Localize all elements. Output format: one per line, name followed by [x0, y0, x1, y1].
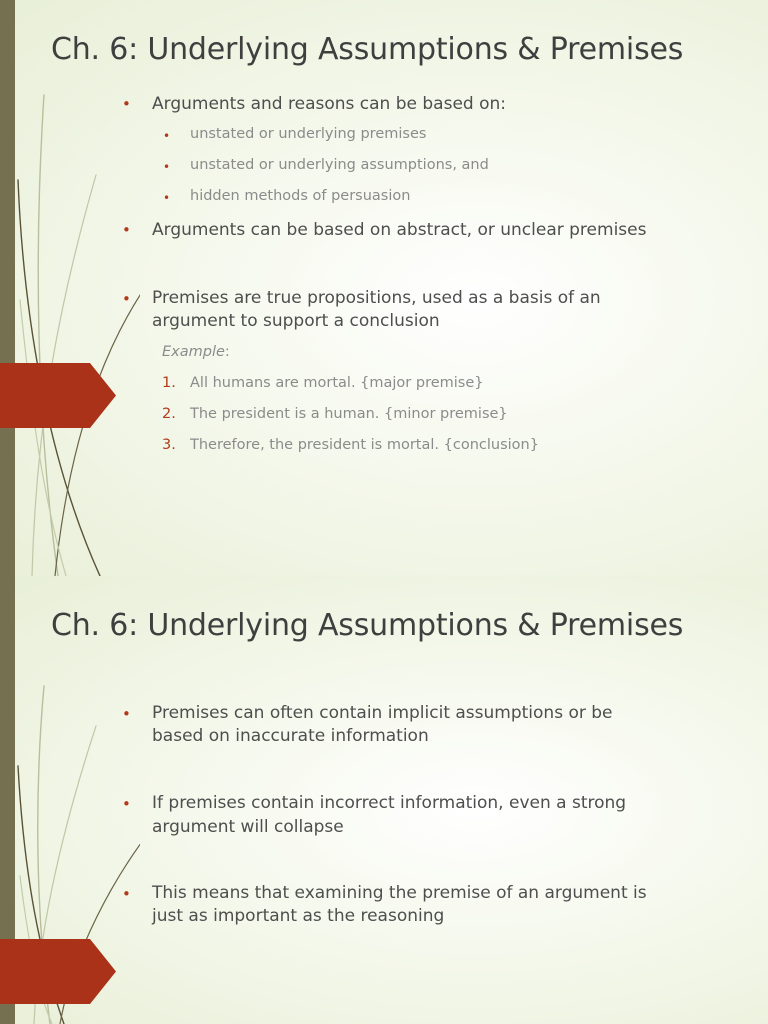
- bullet-text: Arguments can be based on abstract, or unclear premises: [152, 220, 647, 240]
- bullet-text-line: argument will collapse: [152, 817, 344, 837]
- slide-title: Ch. 6: Underlying Assumptions & Premises: [51, 608, 684, 643]
- bullet-marker: •: [122, 221, 131, 239]
- bullet-text-line: If premises contain incorrect information, even a strong: [152, 793, 627, 813]
- example-label-italic: Example: [162, 344, 225, 360]
- bullet-text-line: Premises can often contain implicit assumptions or be: [152, 703, 613, 723]
- left-accent-bar: [0, 0, 15, 576]
- bullet-text-line: argument to support a conclusion: [152, 311, 440, 331]
- sub-bullet-marker: •: [163, 160, 171, 174]
- bullet-text-line: based on inaccurate information: [152, 726, 429, 746]
- bullet-marker: •: [122, 885, 131, 903]
- example-label-colon: :: [224, 344, 230, 360]
- list-number: 2.: [162, 406, 176, 422]
- numbered-item-text: Therefore, the president is mortal. {conclusion}: [190, 437, 539, 453]
- arrow-tab-shape: [0, 363, 116, 428]
- slide-title: Ch. 6: Underlying Assumptions & Premises: [51, 32, 684, 67]
- slide-2: [0, 576, 768, 1024]
- bullet-text-line: Premises are true propositions, used as a basis of an: [152, 288, 601, 308]
- bullet-text: Arguments and reasons can be based on:: [152, 94, 506, 114]
- list-number: 1.: [162, 375, 176, 391]
- bullet-marker: •: [122, 95, 131, 113]
- list-number: 3.: [162, 437, 176, 453]
- decorative-grass-lines: [0, 0, 140, 576]
- sub-bullet-marker: •: [163, 129, 171, 143]
- sub-bullet-text: unstated or underlying assumptions, and: [190, 157, 489, 173]
- bullet-marker: •: [122, 705, 131, 723]
- arrow-tab-shape: [0, 939, 116, 1004]
- bullet-text-line: This means that examining the premise of an argument is: [152, 883, 647, 903]
- sub-bullet-text: hidden methods of persuasion: [190, 188, 411, 204]
- bullet-text-line: just as important as the reasoning: [152, 906, 445, 926]
- example-label: [162, 344, 230, 360]
- sub-bullet-marker: •: [163, 191, 171, 205]
- sub-bullet-text: unstated or underlying premises: [190, 126, 427, 142]
- numbered-item-text: All humans are mortal. {major premise}: [190, 375, 484, 391]
- bullet-marker: •: [122, 290, 131, 308]
- bullet-marker: •: [122, 795, 131, 813]
- numbered-item-text: The president is a human. {minor premise}: [190, 406, 508, 422]
